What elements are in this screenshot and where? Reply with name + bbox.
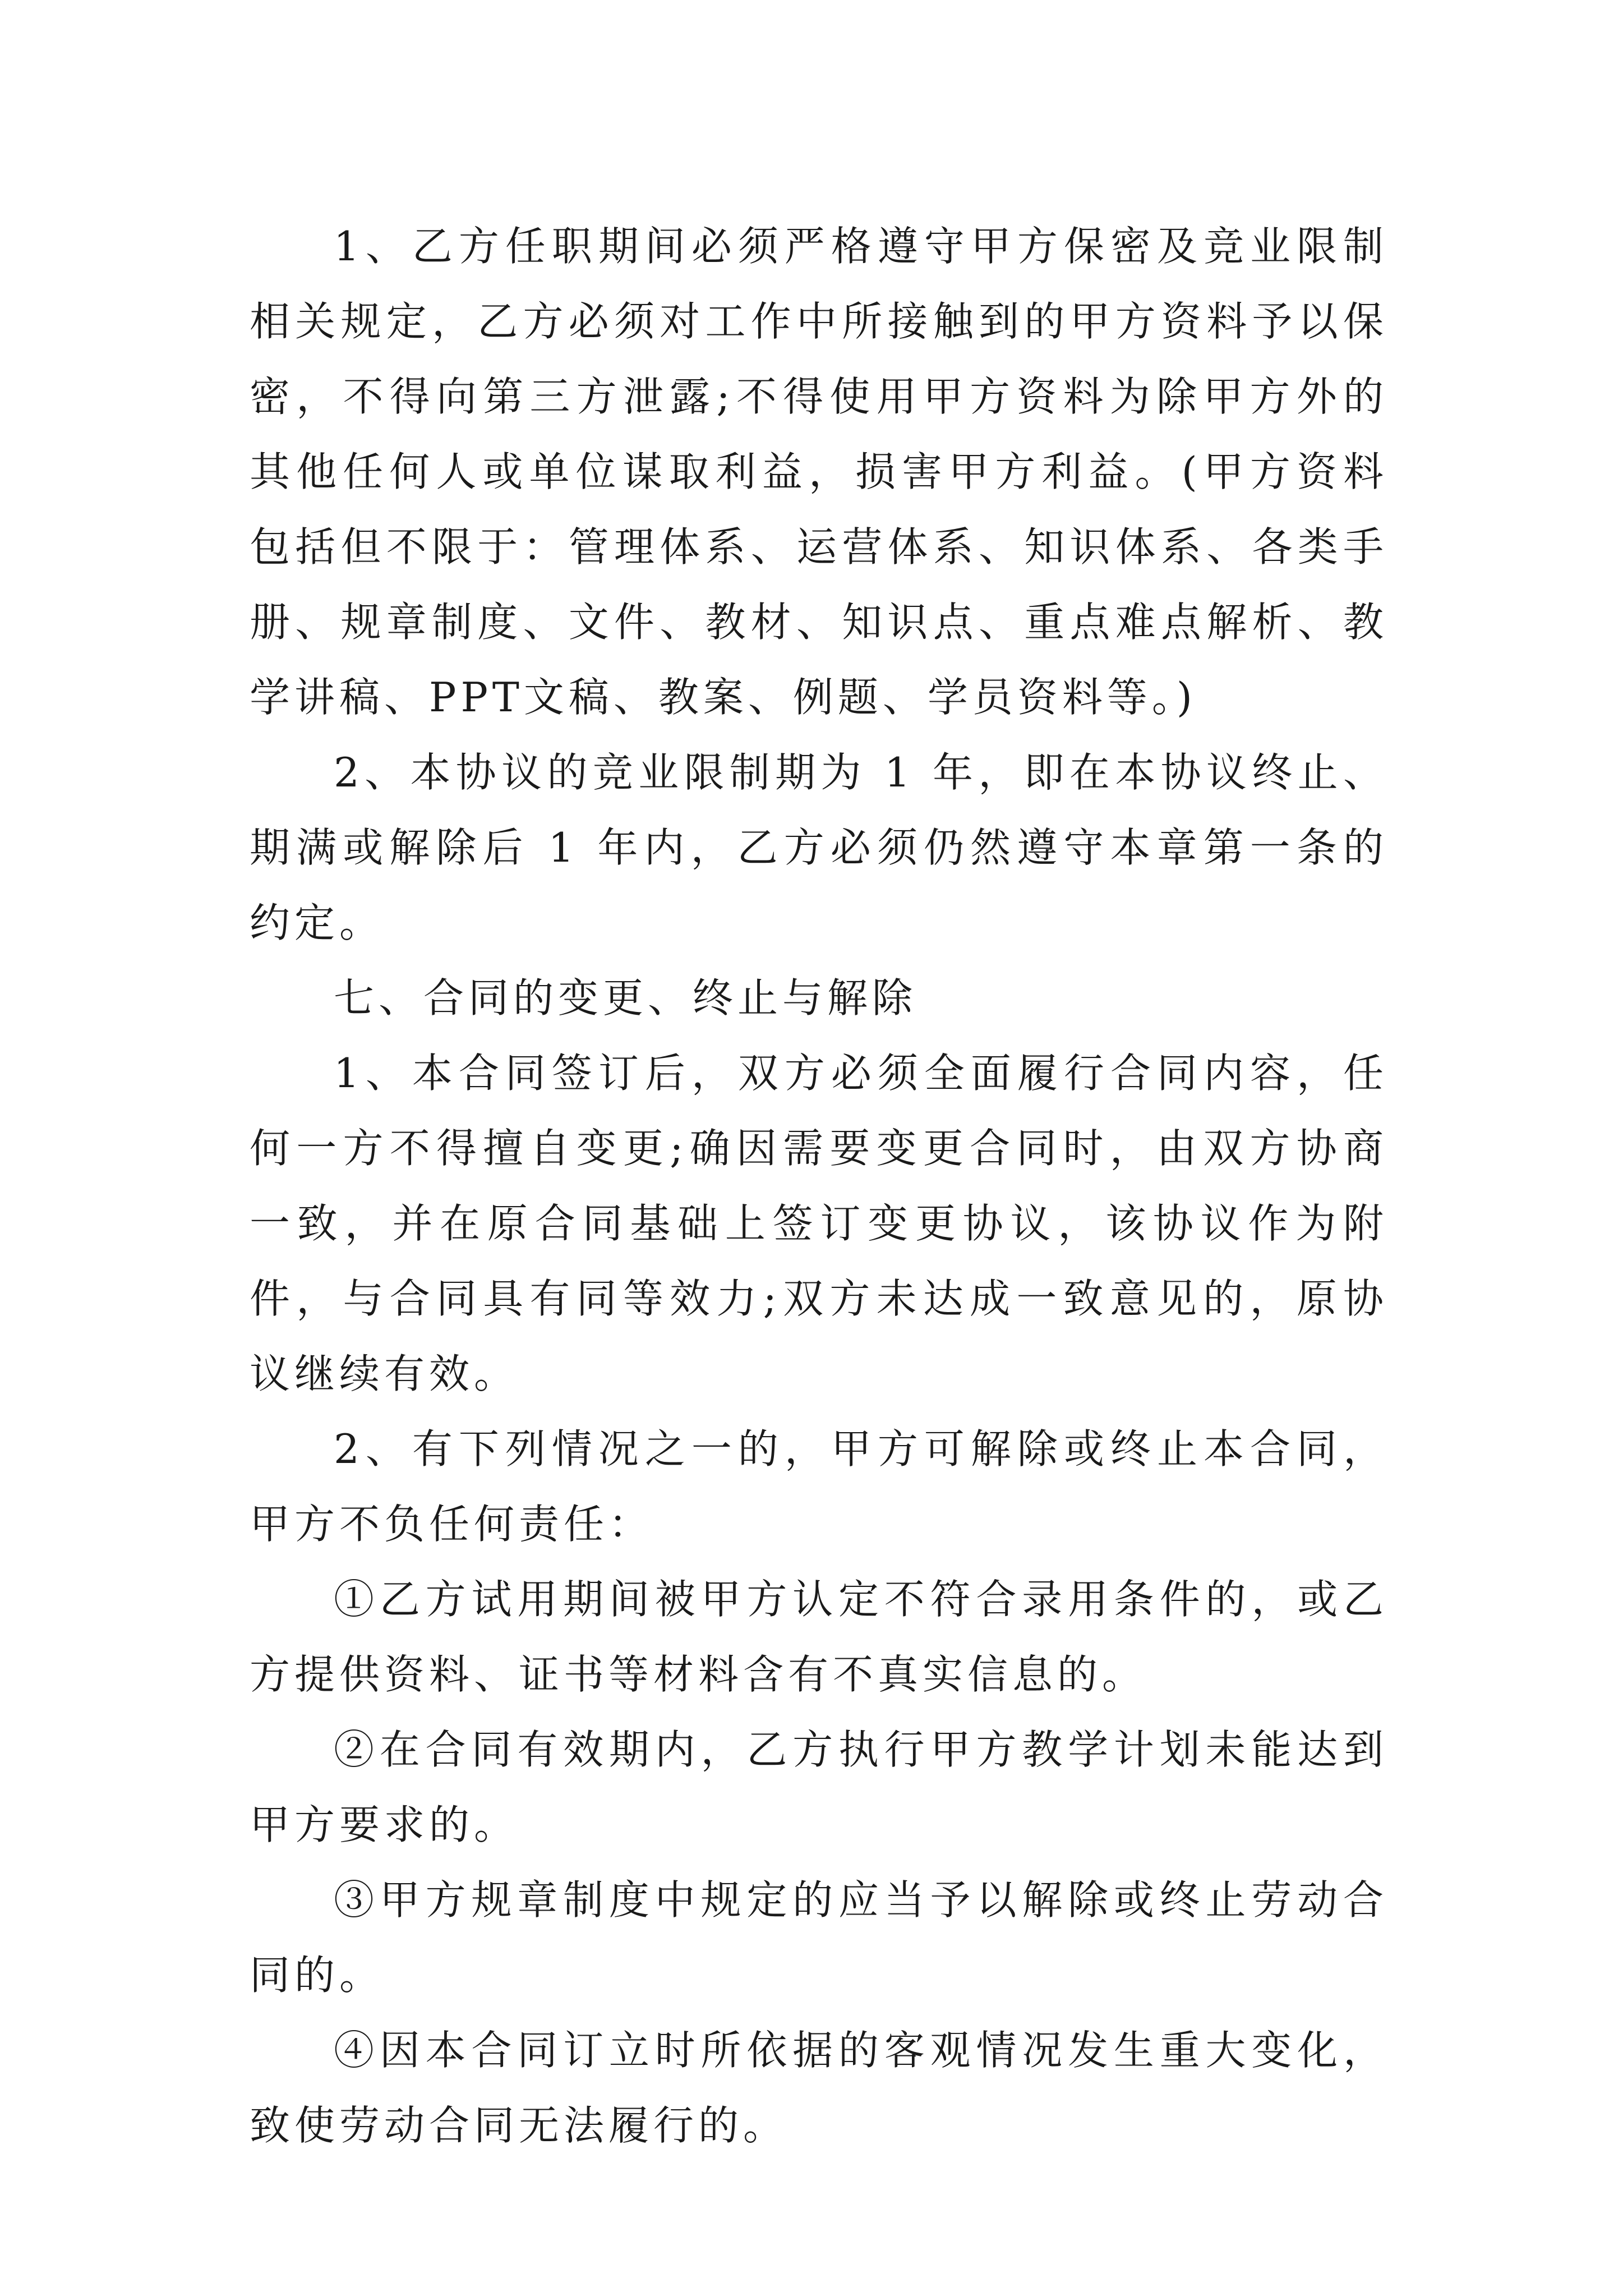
paragraph-termination-conditions: 2、有下列情况之一的，甲方可解除或终止本合同，甲方不负任何责任：: [250, 1425, 1388, 1548]
paragraph-non-compete-period: 2、本协议的竞业限制期为 1 年，即在本协议终止、期满或解除后 1 年内，乙方必须仍然遵守本章第一条的约定。: [250, 749, 1388, 946]
list-item-condition-4: ④因本合同订立时所依据的客观情况发生重大变化，致使劳动合同无法履行的。: [250, 2027, 1388, 2149]
paragraph-confidentiality: 1、乙方任职期间必须严格遵守甲方保密及竞业限制相关规定，乙方必须对工作中所接触到的甲方资料予以保密，不得向第三方泄露;不得使用甲方资料为除甲方外的其他任何人或单位谋取利益，损害甲方利益。(甲方资料包括但不限于：管理体系、运营体系、知识体系、各类手册、规章制度、文件、教材、知识点、重点难点解析、教学讲稿、PPT文稿、教案、例题、学员资料等。): [250, 223, 1388, 721]
list-item-condition-1: ①乙方试用期间被甲方认定不符合录用条件的，或乙方提供资料、证书等材料含有不真实信息的。: [250, 1576, 1388, 1698]
document-body: [250, 209, 1388, 2163]
paragraph-contract-modification: 1、本合同签订后，双方必须全面履行合同内容，任何一方不得擅自变更;确因需要变更合同时，由双方协商一致，并在原合同基础上签订变更协议，该协议作为附件，与合同具有同等效力;双方未达成一致意见的，原协议继续有效。: [250, 1050, 1388, 1397]
section-heading-contract-changes: 七、合同的变更、终止与解除: [334, 974, 917, 1022]
list-item-condition-3: ③甲方规章制度中规定的应当予以解除或终止劳动合同的。: [250, 1876, 1388, 1999]
list-item-condition-2: ②在合同有效期内，乙方执行甲方教学计划未能达到甲方要求的。: [250, 1726, 1388, 1848]
